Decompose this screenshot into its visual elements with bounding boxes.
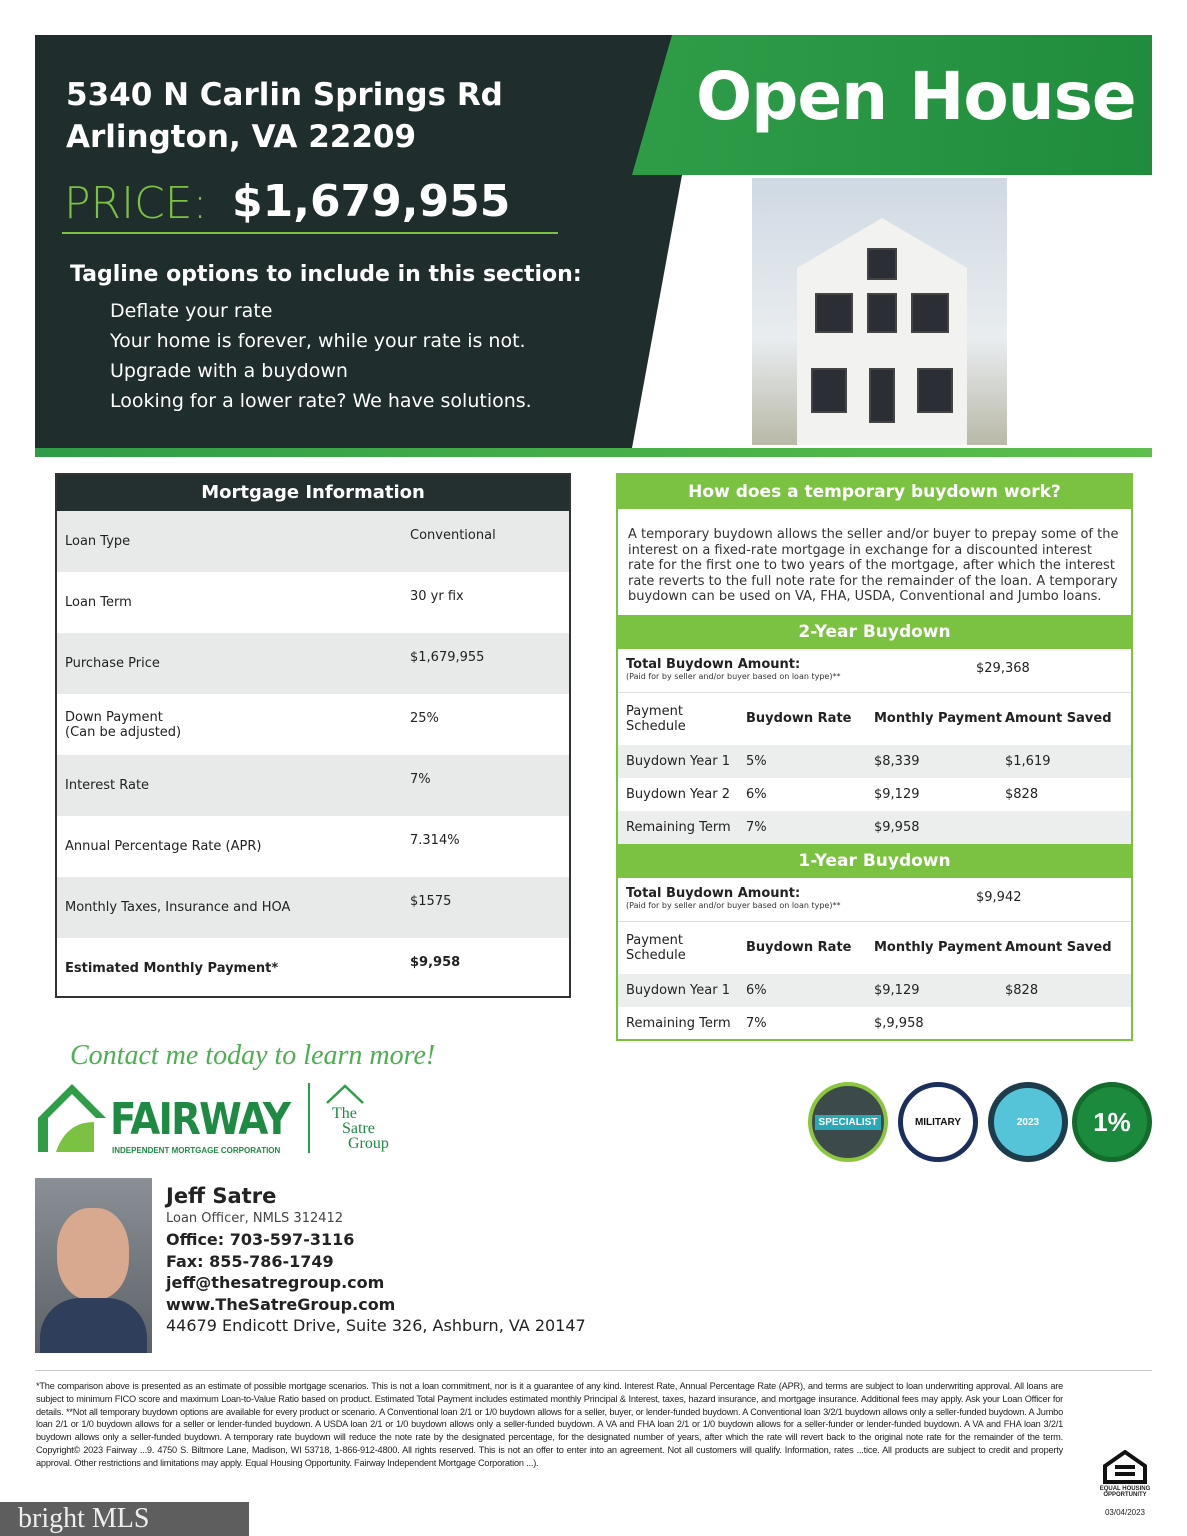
fairway-logo-sub: INDEPENDENT MORTGAGE CORPORATION [112,1146,281,1155]
column-header: Monthly Payment [874,711,1002,726]
buydown-section-title: 1-Year Buydown [618,844,1131,878]
top-1-percent-badge [1072,1082,1152,1162]
cell: 6% [746,786,767,802]
total-buydown [618,878,1131,922]
column-header: Payment Schedule [626,703,686,734]
cell: Buydown Year 1 [626,753,730,769]
label-text: Loan Term [65,595,132,610]
window [815,293,853,333]
renovation-specialist-badge [808,1082,888,1162]
cell: 7% [746,1015,767,1031]
agent-email[interactable]: jeff@thesatregroup.com [166,1273,385,1292]
cell: 7% [746,819,767,835]
row-value: $1575 [410,894,452,909]
buydown-row [618,778,1131,811]
agent-info [166,1186,586,1337]
agent-title: Loan Officer, NMLS 312412 [166,1210,344,1226]
buydown-row [618,811,1131,844]
contact-heading: Contact me today to learn more! [70,1040,436,1071]
column-header: Amount Saved [1005,711,1112,726]
badge-text: MILITARY [914,1116,962,1128]
mortgage-row [57,572,569,633]
cell: $1,619 [1005,753,1051,769]
agent-photo [35,1178,152,1353]
top-originators-badge [988,1082,1068,1162]
buydown-panel [616,473,1133,1041]
sublabel-text: (Can be adjusted) [65,724,182,740]
total-value: $9,942 [976,889,1022,905]
buydown-header-row [618,693,1131,745]
column-header: Buydown Rate [746,940,852,955]
address-line2: Arlington, VA 22209 [66,119,417,155]
row-label [65,595,410,610]
tagline: Upgrade with a buydown [110,360,348,382]
column-header: Buydown Rate [746,711,852,726]
column-header: Payment Schedule [626,932,686,963]
row-value: $1,679,955 [410,650,485,665]
total-note: (Paid for by seller and/or buyer based on loan type)** [626,900,841,910]
window [811,368,847,413]
badge-text: 1% [1093,1106,1131,1137]
window [911,293,949,333]
cell: $8,339 [874,753,920,769]
logo-word: Satre [342,1120,375,1137]
row-value: 30 yr fix [410,589,464,604]
window [867,293,897,333]
tagline: Looking for a lower rate? We have solutions. [110,390,532,412]
row-label [65,900,410,915]
satre-roof-icon [325,1083,365,1105]
eho-text: EQUAL HOUSING OPPORTUNITY [1099,1486,1151,1498]
column-header: Amount Saved [1005,940,1112,955]
window [917,368,953,413]
logo-divider [308,1083,310,1153]
badge-text: 2023 [1016,1116,1040,1128]
mortgage-table-title: Mortgage Information [57,475,569,511]
row-label [65,710,410,740]
house-illustration [797,218,967,445]
satre-group-logo [332,1106,389,1151]
buydown-title: How does a temporary buydown work? [618,475,1131,509]
cell: Remaining Term [626,1015,731,1031]
label-text: Monthly Taxes, Insurance and HOA [65,900,291,915]
cell: $828 [1005,982,1039,998]
agent-fax: Fax: 855-786-1749 [166,1251,334,1271]
agent-suit [40,1298,147,1353]
row-label [65,534,410,549]
buydown-section-title: 2-Year Buydown [618,615,1131,649]
label-text: Purchase Price [65,656,160,671]
row-label [65,839,410,854]
total-buydown [618,649,1131,693]
cell: $9,129 [874,786,920,802]
cell: $9,958 [874,819,920,835]
total-note: (Paid for by seller and/or buyer based on loan type)** [626,671,841,681]
agent-address: 44679 Endicott Drive, Suite 326, Ashburn, VA 20147 [166,1316,586,1335]
cell: 5% [746,753,767,769]
logo-word: Group [348,1135,389,1152]
buydown-description: A temporary buydown allows the seller and/or buyer to prepay some of the interest on a fixed-rate mortgage in exchange for a discounted interest rate for the first one to two years of the mortgage, after which the interest rate reverts to the full note rate for the remainder of the loan. A temporary buydown can be used on VA, FHA, USDA, Conventional and Jumbo loans. [628,527,1119,604]
total-label: Total Buydown Amount: [626,656,801,672]
cell: Buydown Year 2 [626,786,730,802]
buydown-row [618,974,1131,1007]
door [869,368,895,423]
logo-word: The [332,1105,357,1122]
row-value: Conventional [410,528,496,543]
equal-housing-icon [1103,1450,1147,1484]
window [867,248,897,280]
mortgage-row [57,938,569,999]
open-house-title: Open House [696,58,1136,135]
military-badge [898,1082,978,1162]
fairway-logo: FAIRWAY [110,1094,290,1145]
cell: $828 [1005,786,1039,802]
price-value: $1,679,955 [232,176,511,227]
cell: Remaining Term [626,819,731,835]
property-address [66,74,503,158]
buydown-row [618,745,1131,778]
mortgage-row [57,816,569,877]
mortgage-row [57,877,569,938]
footer-date: 03/04/2023 [1104,1508,1146,1517]
label-text: Estimated Monthly Payment* [65,961,279,976]
row-label [65,961,410,976]
agent-name: Jeff Satre [166,1184,277,1208]
fairway-house-icon [36,1082,108,1154]
price-underline [62,232,558,234]
tagline: Deflate your rate [110,300,273,322]
mortgage-row [57,755,569,816]
row-value: 7.314% [410,833,460,848]
mortgage-row [57,633,569,694]
disclaimer: *The comparison above is presented as an estimate of possible mortgage scenarios. This is not a loan commitment, nor is it a guarantee of any kind. Interest Rate, Annual Percentage Rate (APR), and terms are subject to loan underwriting approval. All loans are subject to minimum FICO score and maximum Loan-to-Value Ratio based on product. Estimated Total Payment includes estimated monthly Principal & Interest, taxes, hazard insurance, and mortgage insurance. Additional fees may apply. Ask your Loan Officer for details. **Not all temporary buydown options are available for every product or scenario. A Conventional loan 2/1 or 1/0 buydown allows for a seller, buyer, or lender-funded buydown. A Conventional loan 3/2/1 buydown allows only a seller-funded buydown. A Jumbo loan 2/1 or 1/0 buydown allows for a seller or lender-funded buydown. A USDA loan 2/1 or 1/0 buydown allows only a seller-funded buydown. A VA and FHA loan 2/1 or 1/0 buydown allows for a seller-funder or lender-funded buydown. A VA and FHA loan 3/2/1 buydown allows only a seller-funded buydown. A temporary rate buydown will reduce the note rate by the designated percentage, for the designated number of years, after which the rate will revert back to the original note rate for the remainder of the term. Copyright© 2023 Fairway ...9. 4750 S. Biltmore Lane, Madison, WI 53718, 1-866-912-4800. All rights reserved. This is not an offer to enter into an agreement. Not all customers will qualify. Information, rates ...tice. All products are subject to credit and property approval. Other restrictions and limitations may apply. Equal Housing Opportunity. Fairway Independent Mortgage Corporation ...). [36,1381,1063,1468]
row-value: 7% [410,772,431,787]
tagline: Your home is forever, while your rate is not. [110,330,526,352]
cell: $,9,958 [874,1015,924,1031]
label-text: Down Payment [65,709,163,725]
agent-website[interactable]: www.TheSatreGroup.com [166,1294,396,1314]
tagline-list [110,296,532,416]
mortgage-row [57,694,569,755]
cell: Buydown Year 1 [626,982,730,998]
label-text: Loan Type [65,534,131,549]
buydown-header-row [618,922,1131,974]
bright-mls-watermark [0,1502,249,1536]
total-label: Total Buydown Amount: [626,885,801,901]
buydown-row [618,1007,1131,1040]
mortgage-row [57,511,569,572]
agent-office: Office: 703-597-3116 [166,1230,355,1249]
house-photo [752,178,1007,445]
tagline-heading: Tagline options to include in this section: [70,262,582,287]
equal-housing-logo [1097,1450,1153,1517]
total-value: $29,368 [976,660,1030,676]
row-label [65,778,410,793]
label-text: Annual Percentage Rate (APR) [65,839,262,854]
row-value: $9,958 [410,955,461,970]
label-text: Interest Rate [65,778,150,793]
green-divider [35,448,1152,457]
row-label [65,656,410,671]
cell: 6% [746,982,767,998]
mortgage-info-table [55,473,571,998]
price-label: PRICE: [64,178,208,229]
column-header: Monthly Payment [874,940,1002,955]
cell: $9,129 [874,982,920,998]
address-line1: 5340 N Carlin Springs Rd [66,77,503,113]
agent-face [57,1208,129,1300]
badge-text: SPECIALIST [815,1115,882,1130]
watermark-text: bright MLS [18,1503,150,1534]
footer-divider [35,1370,1152,1371]
row-value: 25% [410,711,439,726]
